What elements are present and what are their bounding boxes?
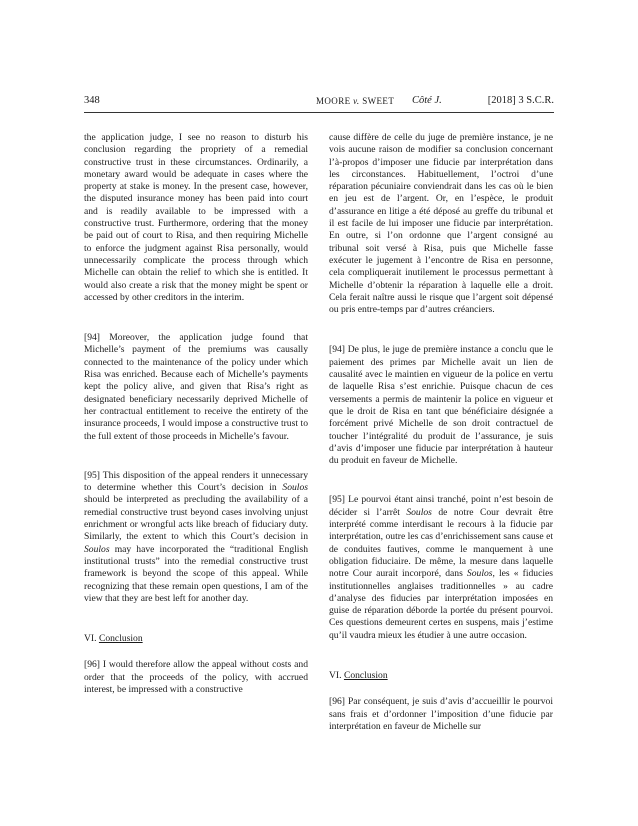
paragraph-94-fr: [94] De plus, le juge de première instance a conclu que le paiement des primes par Michelle avait un lien de causalité avec le maintien en vigueur de la police en vertu de laquelle Risa s’est enrichie. Puisque chacun de ces versements a permis de maintenir la police en vigueur et que le droit de Risa en tant que bénéficiaire désignée a forcément privé Michelle de son droit contractuel de toucher l’intégralité du produit de l’assurance, je suis d’avis d’imposer une fiducie par interprétation à hauteur du produit en faveur de Michelle. bbox=[329, 344, 553, 467]
header-rule bbox=[84, 112, 554, 113]
section-title: Conclusion bbox=[98, 633, 143, 645]
judge-name: Côté J. bbox=[412, 95, 442, 106]
paragraph-96-en: [96] I would therefore allow the appeal without costs and order that the proceeds of the policy, with accrued interest, be impressed with a constructive bbox=[84, 659, 308, 695]
running-header bbox=[84, 94, 554, 108]
p95-fr-part-b: de notre Cour devrait être interprété comme interdisant le recours à la fiducie par interprétation, outre les cas d’enrichissement sans cause et de conduites fautives, comme le manquement à une obligation fiduciaire. De même, la mesure dans laquelle notre Cour aurait incorporé, dans bbox=[329, 506, 553, 580]
case-ref-soulos: Soulos bbox=[466, 568, 493, 580]
case-ref-soulos: Soulos bbox=[282, 482, 308, 494]
p95-en-part-c: may have incorporated the “traditional English institutional trusts” into the remedial constructive trust framework is beyond the scope of this appeal. While recognizing that these remain open questions, I am of the view that they are best left for another day. bbox=[84, 543, 308, 604]
case-ref-soulos: Soulos bbox=[84, 543, 110, 555]
section-number: VI. bbox=[329, 669, 342, 681]
section-title: Conclusion bbox=[343, 669, 388, 681]
paragraph-95-fr bbox=[329, 494, 553, 642]
p95-en-part-b: should be interpreted as precluding the availability of a remedial constructive trust beyond cases involving unjust enrichment or wrongful acts like breach of fiduciary duty. Similarly, the extent to which this Court’s decision in bbox=[84, 494, 308, 543]
case-party-1: MOORE bbox=[316, 96, 351, 106]
case-party-2: SWEET bbox=[362, 96, 395, 106]
french-column bbox=[329, 132, 553, 733]
p95-en-part-a: [95] This disposition of the appeal renders it unnecessary to determine whether this Court’s decision in bbox=[84, 469, 308, 494]
page-number: 348 bbox=[84, 95, 100, 106]
report-citation: [2018] 3 S.C.R. bbox=[487, 95, 554, 106]
p95-fr-part-c: , les « fiducies institutionnelles anglaises traditionnelles » au cadre d’analyse des fiducies par interprétation imposées en guise de réparation déborde la portée du présent pourvoi. Ces questions demeurent certes en suspens, mais j’estime qu’il vaudra mieux les étudier à une autre occasion. bbox=[329, 568, 553, 641]
paragraph-95-en bbox=[84, 470, 308, 605]
english-column bbox=[84, 132, 308, 696]
section-number: VI. bbox=[84, 633, 97, 645]
paragraph-96-fr: [96] Par conséquent, je suis d’avis d’accueillir le pourvoi sans frais et d’ordonner l’imposition d’une fiducie par interprétation en faveur de Michelle sur bbox=[329, 696, 553, 732]
section-heading-fr bbox=[329, 670, 553, 682]
section-heading-en bbox=[84, 633, 308, 645]
paragraph-94-en: [94] Moreover, the application judge found that Michelle’s payment of the premiums was causally connected to the maintenance of the policy under which Risa was enriched. Because each of Michelle’s payments kept the policy alive, and given that Risa’s right as designated beneficiary necessarily deprived Michelle of her contractual entitlement to receive the entirety of the insurance proceeds, I would impose a constructive trust to the full extent of those proceeds in Michelle’s favour. bbox=[84, 332, 308, 442]
case-name bbox=[316, 94, 394, 108]
case-ref-soulos: Soulos bbox=[406, 506, 432, 518]
paragraph-intro-en: the application judge, I see no reason to disturb his conclusion regarding the propriety of a remedial constructive trust in these circumstances. Ordinarily, a monetary award would be adequate in cases where the property at stake is money. In the present case, however, the disputed insurance money has been paid into court and is readily available to be impressed with a constructive trust. Furthermore, ordering that the money be paid out of court to Risa, and then requiring Michelle to enforce the judgment against Risa personally, would unnecessarily complicate the process through which Michelle can obtain the relief to which she is entitled. It would also create a risk that the money might be spent or accessed by other creditors in the interim. bbox=[84, 132, 308, 303]
paragraph-intro-fr: cause diffère de celle du juge de première instance, je ne vois aucune raison de modifier sa conclusion concernant l’à-propos d’imposer une fiducie par interprétation dans les circonstances. Habituellement, l’octroi d’une réparation pécuniaire conviendrait dans les cas où le bien en jeu est de l’argent. Or, en l’espèce, le produit d’assurance en litige a été déposé au greffe du tribunal et il est facile de lui imposer une fiducie par interprétation. En outre, si l’on ordonne que l’argent consigné au tribunal soit versé à Risa, puis que Michelle fasse exécuter le jugement à l’encontre de Risa en personne, cela compliquerait inutilement le processus permettant à Michelle d’obtenir la réparation à laquelle elle a droit. Cela ferait naître aussi le risque que l’argent soit dépensé ou pris entre-temps par d’autres créanciers. bbox=[329, 132, 553, 316]
p95-fr-part-a: [95] Le pourvoi étant ainsi tranché, point n’est besoin de décider si l’arrêt bbox=[329, 494, 553, 518]
case-versus: v. bbox=[353, 96, 360, 106]
